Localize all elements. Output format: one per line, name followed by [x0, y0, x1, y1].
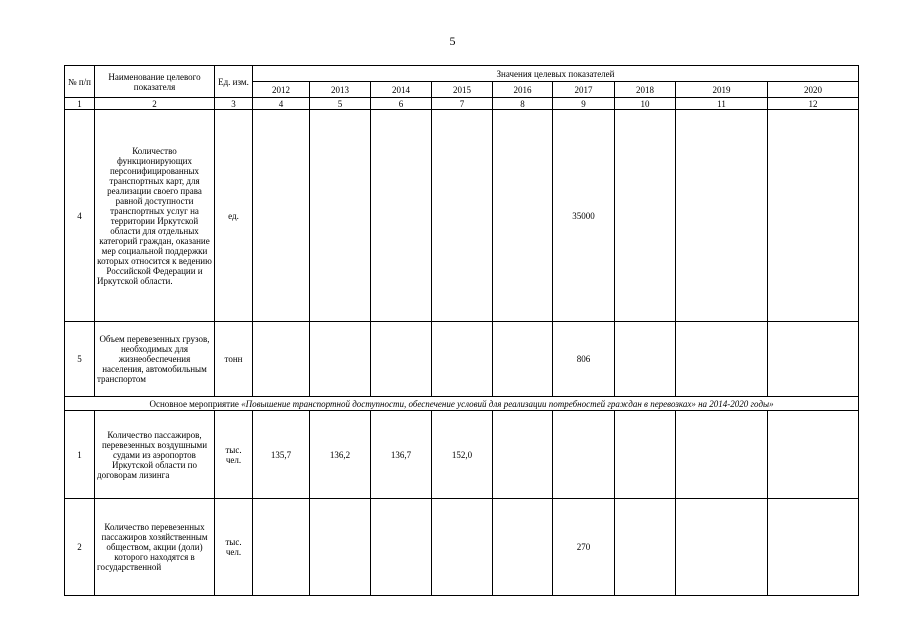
section-heading — [65, 397, 859, 411]
value-cell: 152,0 — [432, 411, 493, 499]
section-title: «Повышение транспортной доступности, обеспечение условий для реализации потребностей граждан в перевозках» на 2014-2020 годы» — [241, 398, 774, 409]
column-number: 2 — [95, 98, 215, 110]
value-cell: 270 — [553, 499, 615, 596]
value-cell: 806 — [553, 322, 615, 397]
value-cell — [371, 110, 432, 322]
value-cell: 136,7 — [371, 411, 432, 499]
value-cell — [493, 110, 553, 322]
table-row — [65, 322, 859, 397]
value-cell — [676, 499, 768, 596]
row-name: Количество функционирующих персонифицированных транспортных карт, для реализации своего права равной доступности транспортных услуг на территории Иркутской области для отдельных категорий граждан, оказание мер социальной поддержки которых относится к ведению Российской Федерации и Иркутской области. — [95, 110, 215, 322]
column-numbers-row — [65, 98, 859, 110]
value-cell — [493, 322, 553, 397]
value-cell: 136,2 — [310, 411, 371, 499]
value-cell — [253, 499, 310, 596]
table-row — [65, 411, 859, 499]
value-cell — [615, 110, 676, 322]
section-row — [65, 397, 859, 411]
value-cell — [615, 322, 676, 397]
column-number: 9 — [553, 98, 615, 110]
value-cell — [676, 322, 768, 397]
year-cell: 2020 — [768, 82, 859, 98]
value-cell — [432, 110, 493, 322]
year-cell: 2014 — [371, 82, 432, 98]
column-number: 11 — [676, 98, 768, 110]
value-cell — [553, 411, 615, 499]
column-number: 4 — [253, 98, 310, 110]
year-cell: 2019 — [676, 82, 768, 98]
value-cell — [253, 110, 310, 322]
year-cell: 2012 — [253, 82, 310, 98]
header-unit: Ед. изм. — [215, 66, 253, 98]
row-unit: тонн — [215, 322, 253, 397]
row-unit: тыс. чел. — [215, 499, 253, 596]
value-cell — [371, 499, 432, 596]
header-values: Значения целевых показателей — [253, 66, 859, 82]
row-num: 2 — [65, 499, 95, 596]
value-cell — [432, 499, 493, 596]
value-cell — [310, 499, 371, 596]
value-cell — [253, 322, 310, 397]
value-cell — [432, 322, 493, 397]
value-cell — [615, 499, 676, 596]
row-name: Объем перевезенных грузов, необходимых для жизнеобеспечения населения, автомобильным транспортом — [95, 322, 215, 397]
year-cell: 2013 — [310, 82, 371, 98]
row-num: 5 — [65, 322, 95, 397]
table-row — [65, 499, 859, 596]
section-prefix: Основное мероприятие — [149, 398, 242, 409]
year-cell: 2017 — [553, 82, 615, 98]
year-cell: 2016 — [493, 82, 553, 98]
header-num: № п/п — [65, 66, 95, 98]
value-cell — [493, 499, 553, 596]
column-number: 1 — [65, 98, 95, 110]
column-number: 10 — [615, 98, 676, 110]
column-number: 6 — [371, 98, 432, 110]
value-cell — [768, 322, 859, 397]
column-number: 7 — [432, 98, 493, 110]
year-cell: 2018 — [615, 82, 676, 98]
column-number: 3 — [215, 98, 253, 110]
row-name: Количество пассажиров, перевезенных воздушными судами из аэропортов Иркутской области по договорам лизинга — [95, 411, 215, 499]
value-cell — [493, 411, 553, 499]
value-cell — [615, 411, 676, 499]
row-num: 1 — [65, 411, 95, 499]
column-number: 8 — [493, 98, 553, 110]
value-cell — [768, 110, 859, 322]
row-unit: ед. — [215, 110, 253, 322]
value-cell — [310, 110, 371, 322]
value-cell: 35000 — [553, 110, 615, 322]
column-number: 5 — [310, 98, 371, 110]
header-row — [65, 66, 859, 82]
indicators-table — [64, 65, 859, 596]
value-cell — [310, 322, 371, 397]
row-unit: тыс. чел. — [215, 411, 253, 499]
page-number: 5 — [449, 34, 456, 48]
value-cell — [676, 411, 768, 499]
row-num: 4 — [65, 110, 95, 322]
value-cell — [768, 499, 859, 596]
year-cell: 2015 — [432, 82, 493, 98]
value-cell — [676, 110, 768, 322]
header-name: Наименование целевого показателя — [95, 66, 215, 98]
row-name: Количество перевезенных пассажиров хозяйственным обществом, акции (доли) которого находятся в государственной — [95, 499, 215, 596]
table-row — [65, 110, 859, 322]
column-number: 12 — [768, 98, 859, 110]
value-cell: 135,7 — [253, 411, 310, 499]
value-cell — [768, 411, 859, 499]
value-cell — [371, 322, 432, 397]
